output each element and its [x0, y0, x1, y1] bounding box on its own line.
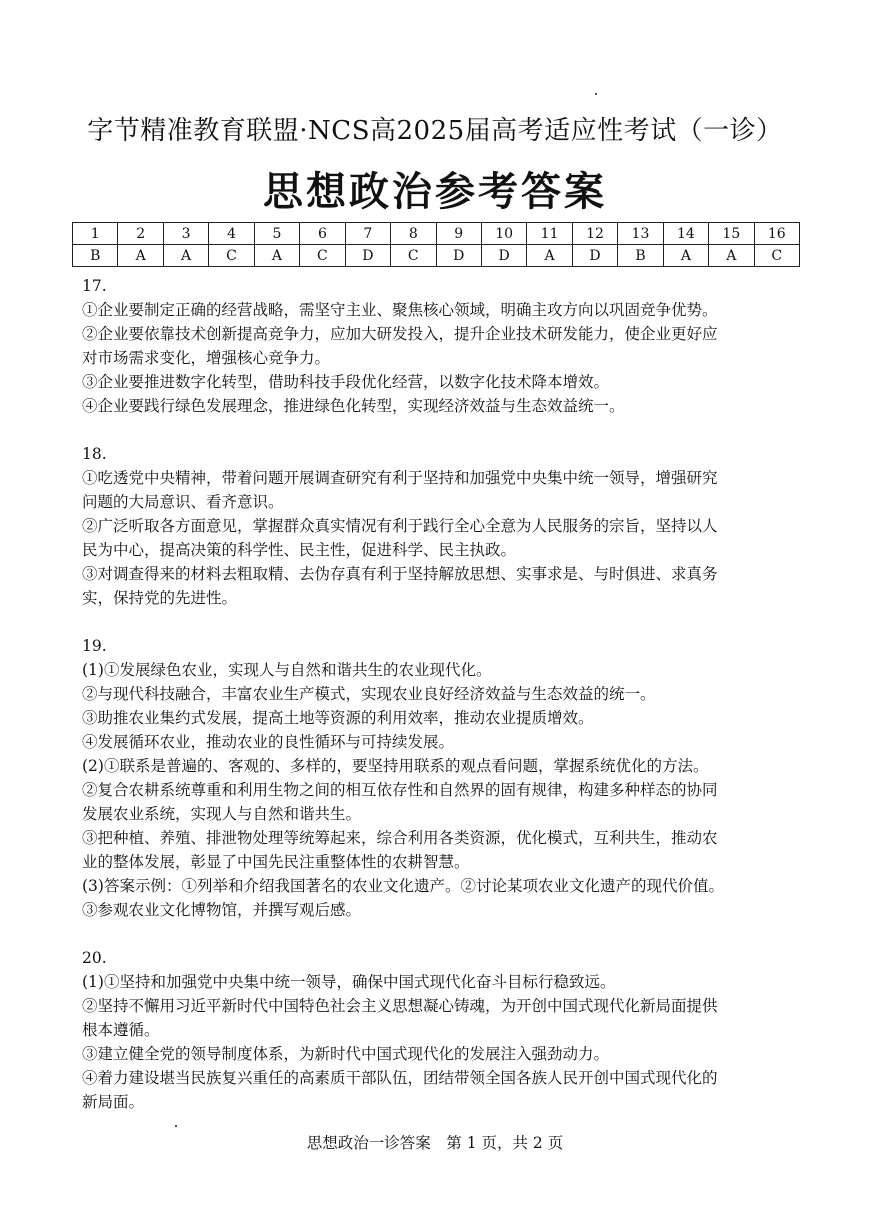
- answer-cell: A: [709, 245, 754, 267]
- answer-line: 实，保持党的先进性。: [82, 589, 238, 607]
- scan-speck: [595, 93, 597, 95]
- question-number-cell: 5: [254, 223, 299, 245]
- question-number-cell: 4: [209, 223, 254, 245]
- answer-line: 问题的大局意识、看齐意识。: [82, 493, 284, 511]
- answer-line: ②复合农耕系统尊重和利用生物之间的相互依存性和自然界的固有规律，构建多种样态的协同: [82, 781, 718, 799]
- question-number: 19.: [82, 637, 107, 655]
- page-footer: 思想政治一诊答案 第 1 页，共 2 页: [306, 1134, 564, 1152]
- answer-line: ③企业要推进数字化转型，借助科技手段优化经营，以数字化技术降本增效。: [82, 373, 610, 391]
- question-number: 18.: [82, 445, 107, 463]
- question-18: [82, 442, 810, 610]
- answer-line: ④发展循环农业，推动农业的良性循环与可持续发展。: [82, 733, 455, 751]
- answer-line: ④着力建设堪当民族复兴重任的高素质干部队伍，团结带领全国各族人民开创中国式现代化的: [82, 1069, 718, 1087]
- question-number-cell: 16: [754, 223, 799, 245]
- question-number-cell: 12: [572, 223, 617, 245]
- answer-line: (2)①联系是普遍的、客观的、多样的，要坚持用联系的观点看问题，掌握系统优化的方法。: [82, 757, 709, 775]
- answer-cell: D: [436, 245, 481, 267]
- answer-row: [73, 245, 800, 267]
- answer-cell: C: [209, 245, 254, 267]
- question-number-cell: 10: [481, 223, 526, 245]
- answer-line: ③对调查得来的材料去粗取精、去伪存真有利于坚持解放思想、实事求是、与时俱进、求真务: [82, 565, 718, 583]
- answer-line: (3)答案示例：①列举和介绍我国著名的农业文化遗产。②讨论某项农业文化遗产的现代价值。: [82, 877, 724, 895]
- answer-cell: C: [300, 245, 345, 267]
- question-number-cell: 11: [527, 223, 572, 245]
- answer-line: ③建立健全党的领导制度体系，为新时代中国式现代化的发展注入强劲动力。: [82, 1045, 610, 1063]
- question-17: [82, 274, 810, 418]
- answer-cell: C: [754, 245, 799, 267]
- document-title: 思想政治参考答案: [263, 169, 607, 215]
- answer-cell: B: [618, 245, 663, 267]
- question-number-row: [73, 223, 800, 245]
- answer-line: 新局面。: [82, 1093, 145, 1111]
- answer-line: ①企业要制定正确的经营战略，需坚守主业、聚焦核心领域，明确主攻方向以巩固竞争优势。: [82, 301, 718, 319]
- question-19: [82, 634, 810, 922]
- answer-line: ③助推农业集约式发展，提高土地等资源的利用效率，推动农业提质增效。: [82, 709, 594, 727]
- question-number-cell: 1: [73, 223, 118, 245]
- answer-line: 对市场需求变化，增强核心竞争力。: [82, 349, 331, 367]
- answer-line: (1)①坚持和加强党中央集中统一领导，确保中国式现代化奋斗目标行稳致远。: [82, 973, 616, 991]
- answer-cell: D: [572, 245, 617, 267]
- answer-line: ②企业要依靠技术创新提高竞争力，应加大研发投入，提升企业技术研发能力，使企业更好应: [82, 325, 718, 343]
- answer-line: ②与现代科技融合，丰富农业生产模式，实现农业良好经济效益与生态效益的统一。: [82, 685, 656, 703]
- answer-key-table: [72, 222, 800, 267]
- question-20: [82, 946, 810, 1114]
- question-number-cell: 14: [663, 223, 708, 245]
- question-number-cell: 8: [391, 223, 436, 245]
- question-number-cell: 13: [618, 223, 663, 245]
- answer-line: 业的整体发展，彰显了中国先民注重整体性的农耕智慧。: [82, 853, 470, 871]
- answer-cell: D: [481, 245, 526, 267]
- answer-line: ②广泛听取各方面意见，掌握群众真实情况有利于践行全心全意为人民服务的宗旨，坚持以人: [82, 517, 718, 535]
- answer-cell: A: [527, 245, 572, 267]
- paragraph-gap: [82, 922, 810, 946]
- question-number: 20.: [82, 949, 107, 967]
- question-number-cell: 3: [163, 223, 208, 245]
- question-number-cell: 15: [709, 223, 754, 245]
- answer-line: ④企业要践行绿色发展理念，推进绿色化转型，实现经济效益与生态效益统一。: [82, 397, 625, 415]
- answer-cell: A: [254, 245, 299, 267]
- question-number-cell: 7: [345, 223, 390, 245]
- answer-cell: A: [163, 245, 208, 267]
- answer-body: [82, 274, 810, 1114]
- answer-line: ③把种植、养殖、排泄物处理等统筹起来，综合利用各类资源，优化模式，互利共生，推动农: [82, 829, 718, 847]
- answer-line: 根本遵循。: [82, 1021, 160, 1039]
- answer-line: ③参观农业文化博物馆，并撰写观后感。: [82, 901, 362, 919]
- answer-cell: C: [391, 245, 436, 267]
- answer-cell: B: [73, 245, 118, 267]
- question-number-cell: 2: [118, 223, 163, 245]
- answer-line: 发展农业系统，实现人与自然和谐共生。: [82, 805, 362, 823]
- answer-line: (1)①发展绿色农业，实现人与自然和谐共生的农业现代化。: [82, 661, 492, 679]
- scan-speck: [175, 1125, 177, 1127]
- answer-line: ①吃透党中央精神，带着问题开展调查研究有利于坚持和加强党中央集中统一领导，增强研究: [82, 469, 718, 487]
- paragraph-gap: [82, 610, 810, 634]
- answer-cell: D: [345, 245, 390, 267]
- question-number: 17.: [82, 277, 107, 295]
- paragraph-gap: [82, 418, 810, 442]
- question-number-cell: 9: [436, 223, 481, 245]
- answer-cell: A: [663, 245, 708, 267]
- question-number-cell: 6: [300, 223, 345, 245]
- answer-cell: A: [118, 245, 163, 267]
- answer-line: ②坚持不懈用习近平新时代中国特色社会主义思想凝心铸魂，为开创中国式现代化新局面提供: [82, 997, 718, 1015]
- exam-title: 字节精准教育联盟·NCS高2025届高考适应性考试（一诊）: [87, 116, 783, 146]
- answer-line: 民为中心，提高决策的科学性、民主性，促进科学、民主执政。: [82, 541, 517, 559]
